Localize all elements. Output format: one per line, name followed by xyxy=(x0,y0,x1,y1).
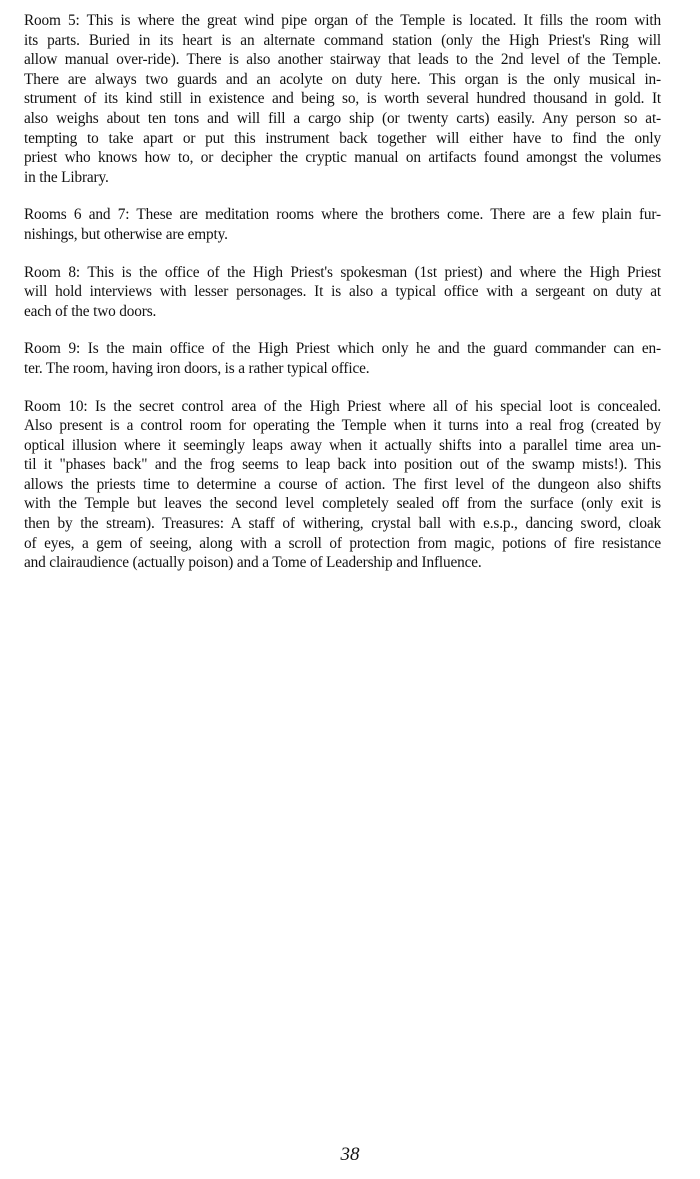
text-line: allow manual over-ride). There is also another stairway that leads to the 2nd level of the Temple. xyxy=(24,51,661,69)
paragraph-room-5 xyxy=(24,11,661,187)
text-line: Room 5: This is where the great wind pipe organ of the Temple is located. It fills the room with xyxy=(24,12,661,29)
text-line: in the Library. xyxy=(24,168,109,186)
text-line: Room 9: Is the main office of the High Priest which only he and the guard commander can en- xyxy=(24,340,661,358)
page-body xyxy=(24,11,661,591)
text-line: priest who knows how to, or decipher the cryptic manual on artifacts found amongst the volumes xyxy=(24,149,661,167)
text-line: Room 8: This is the office of the High Priest's spokesman (1st priest) and where the High Priest xyxy=(24,263,661,281)
text-line: Room 10: Is the secret control area of the High Priest where all of his special loot is concealed. xyxy=(24,397,661,415)
text-line: til it "phases back" and the frog seems to leap back into position out of the swamp mists!). This xyxy=(24,456,661,474)
page-number: 38 xyxy=(340,1144,360,1165)
text-line: and clairaudience (actually poison) and a Tome of Leadership and Influence. xyxy=(24,554,482,572)
text-line: allows the priests time to determine a course of action. The first level of the dungeon also shifts xyxy=(24,475,661,493)
paragraph-room-8 xyxy=(24,263,661,322)
text-line: its parts. Buried in its heart is an alternate command station (only the High Priest's Ring will xyxy=(24,31,661,49)
text-line: Rooms 6 and 7: These are meditation rooms where the brothers come. There are a few plain fur- xyxy=(24,206,661,224)
text-line: ter. The room, having iron doors, is a rather typical office. xyxy=(24,359,370,377)
text-line: then by the stream). Treasures: A staff of withering, crystal ball with e.s.p., dancing sword, cloak xyxy=(24,515,661,533)
text-line: Also present is a control room for operating the Temple when it turns into a real frog (created by xyxy=(24,417,661,435)
text-line: with the Temple but leaves the second level completely sealed off from the surface (only exit is xyxy=(24,495,661,513)
paragraph-room-9 xyxy=(24,339,661,378)
text-line: There are always two guards and an acolyte on duty here. This organ is the only musical in- xyxy=(24,70,661,88)
text-line: nishings, but otherwise are empty. xyxy=(24,225,228,243)
text-line: strument of its kind still in existence and being so, is worth several hundred thousand in gold. It xyxy=(24,90,661,108)
paragraph-rooms-6-7 xyxy=(24,205,661,244)
text-line: tempting to take apart or put this instrument back together will either have to find the only xyxy=(24,129,661,147)
paragraph-room-10 xyxy=(24,397,661,573)
text-line: also weighs about ten tons and will fill a cargo ship (or twenty carts) easily. Any person so at- xyxy=(24,109,661,127)
text-line: each of the two doors. xyxy=(24,302,157,320)
text-line: optical illusion where it seemingly leaps away when it actually shifts into a parallel time area un- xyxy=(24,436,661,454)
text-line: of eyes, a gem of seeing, along with a scroll of protection from magic, potions of fire resistance xyxy=(24,534,661,552)
text-line: will hold interviews with lesser personages. It is also a typical office with a sergeant on duty at xyxy=(24,283,661,301)
